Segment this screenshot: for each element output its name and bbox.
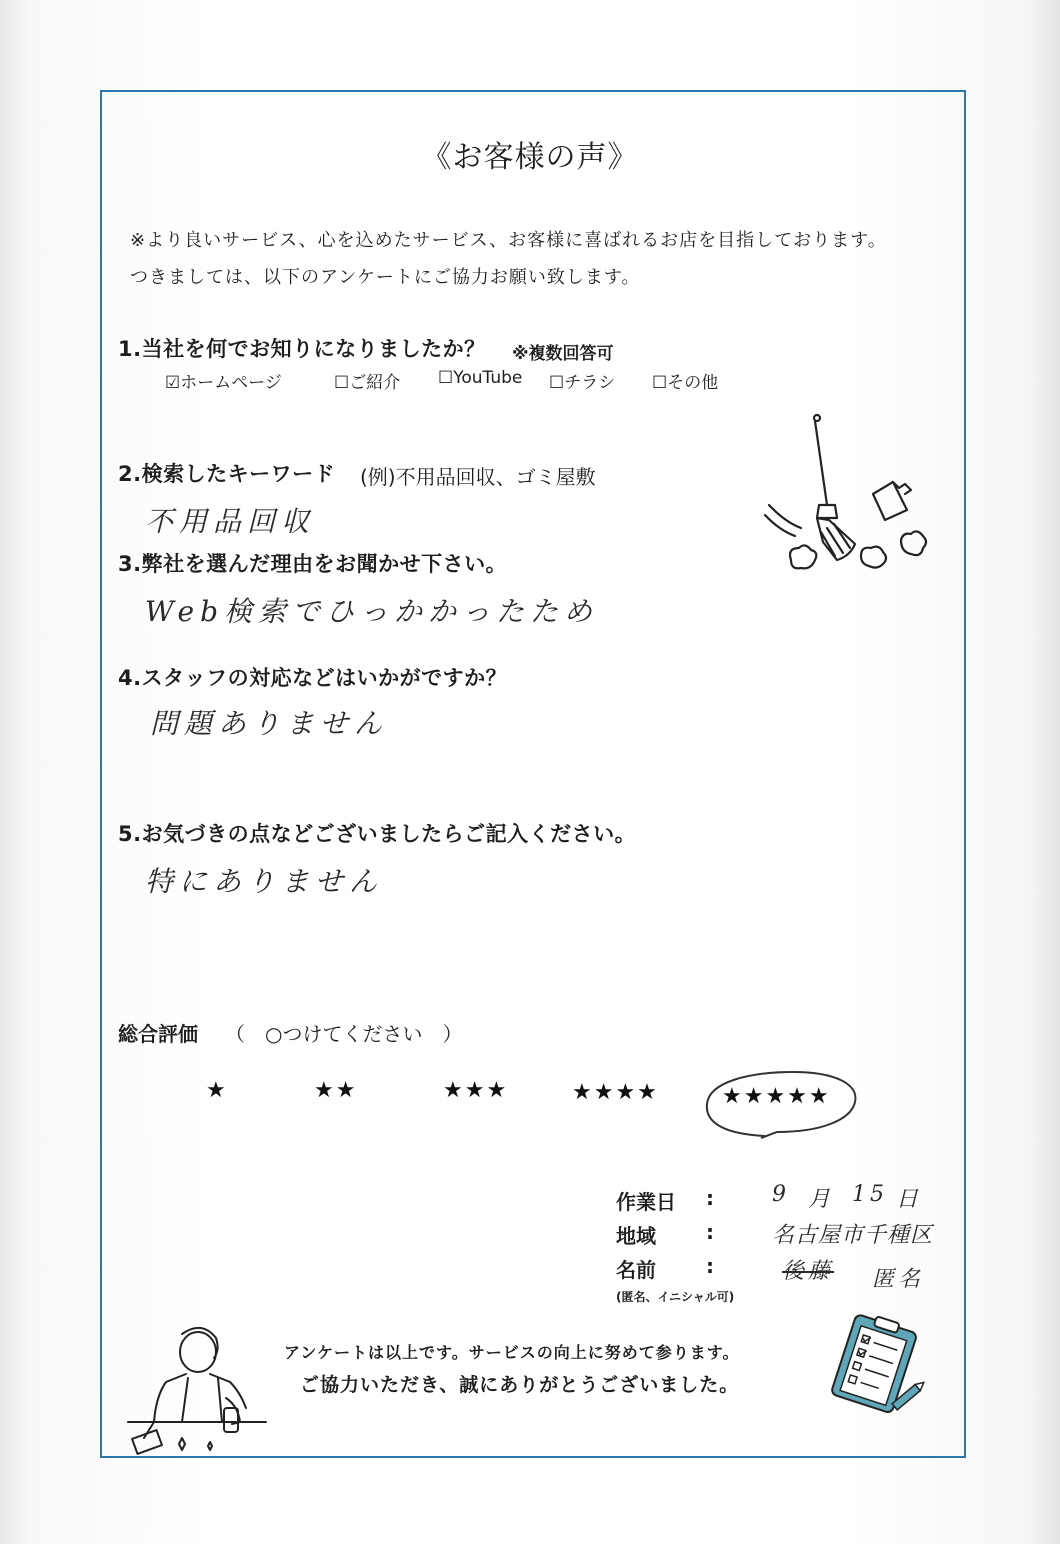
closing-line-2: ご協力いただき、誠にありがとうございました。 xyxy=(300,1374,740,1396)
answer-5: 特にありません xyxy=(145,865,384,898)
clipboard-checklist-icon xyxy=(820,1314,930,1414)
question-2: 2.検索したキーワード xyxy=(118,462,336,486)
area-value: 名古屋市千種区 xyxy=(772,1223,934,1248)
question-4: 4.スタッフの対応などはいかがですか？ xyxy=(118,666,508,690)
name-struck: 後藤 xyxy=(782,1259,835,1284)
name-colon: : xyxy=(706,1254,714,1278)
selected-rating-circle xyxy=(703,1066,863,1142)
option-referral[interactable]: ☐ご紹介 xyxy=(334,373,401,393)
rating-5-stars[interactable]: ★★★★★ xyxy=(722,1084,831,1109)
option-homepage[interactable]: ☑ホームページ xyxy=(165,373,282,393)
option-other[interactable]: ☐その他 xyxy=(652,373,719,393)
cleaning-staff-illustration xyxy=(126,1322,276,1458)
option-flyer[interactable]: ☐チラシ xyxy=(549,373,616,393)
question-1: 1.当社を何でお知りになりましたか？ xyxy=(118,337,486,361)
question-3: 3.弊社を選んだ理由をお聞かせ下さい。 xyxy=(118,552,508,576)
area-label: 地域 xyxy=(616,1224,656,1248)
name-value: 匿名 xyxy=(872,1267,925,1292)
name-note: (匿名、イニシャル可) xyxy=(616,1290,735,1304)
question-5: 5.お気づきの点などございましたらご記入ください。 xyxy=(118,822,637,846)
rating-3-stars[interactable]: ★★★ xyxy=(443,1078,509,1103)
closing-line-1: アンケートは以上です。サービスの向上に努めて参ります。 xyxy=(284,1343,740,1362)
date-month: 9 xyxy=(772,1182,790,1207)
date-day: 15 xyxy=(852,1182,888,1207)
rating-2-stars[interactable]: ★★ xyxy=(314,1078,358,1103)
date-colon: : xyxy=(706,1186,714,1210)
area-colon: : xyxy=(706,1220,714,1244)
multiple-answer-note: ※複数回答可 xyxy=(512,344,614,364)
broom-dustpan-illustration xyxy=(755,410,935,590)
page-title: 《お客様の声》 xyxy=(421,140,639,175)
option-youtube[interactable]: ☐YouTube xyxy=(438,368,523,388)
date-label: 作業日 xyxy=(616,1190,676,1214)
survey-frame xyxy=(100,90,966,1458)
intro-line-2: つきましては、以下のアンケートにご協力お願い致します。 xyxy=(130,267,641,288)
answer-4: 問題ありません xyxy=(150,707,389,740)
rating-label: 総合評価 xyxy=(118,1022,198,1046)
date-month-unit: 月 xyxy=(808,1187,835,1212)
answer-2: 不用品回収 xyxy=(145,505,316,538)
rating-4-stars[interactable]: ★★★★ xyxy=(572,1080,659,1105)
name-label: 名前 xyxy=(616,1258,656,1282)
date-day-unit: 日 xyxy=(896,1187,923,1212)
rating-instruction: （ ○つけてください ） xyxy=(225,1022,463,1046)
answer-3: Web検索でひっかかったため xyxy=(145,595,598,628)
intro-line-1: ※より良いサービス、心を込めたサービス、お客様に喜ばれるお店を目指しております。 xyxy=(130,230,887,251)
keyword-example: (例)不用品回収、ゴミ屋敷 xyxy=(360,465,596,489)
rating-1-star[interactable]: ★ xyxy=(206,1078,228,1103)
